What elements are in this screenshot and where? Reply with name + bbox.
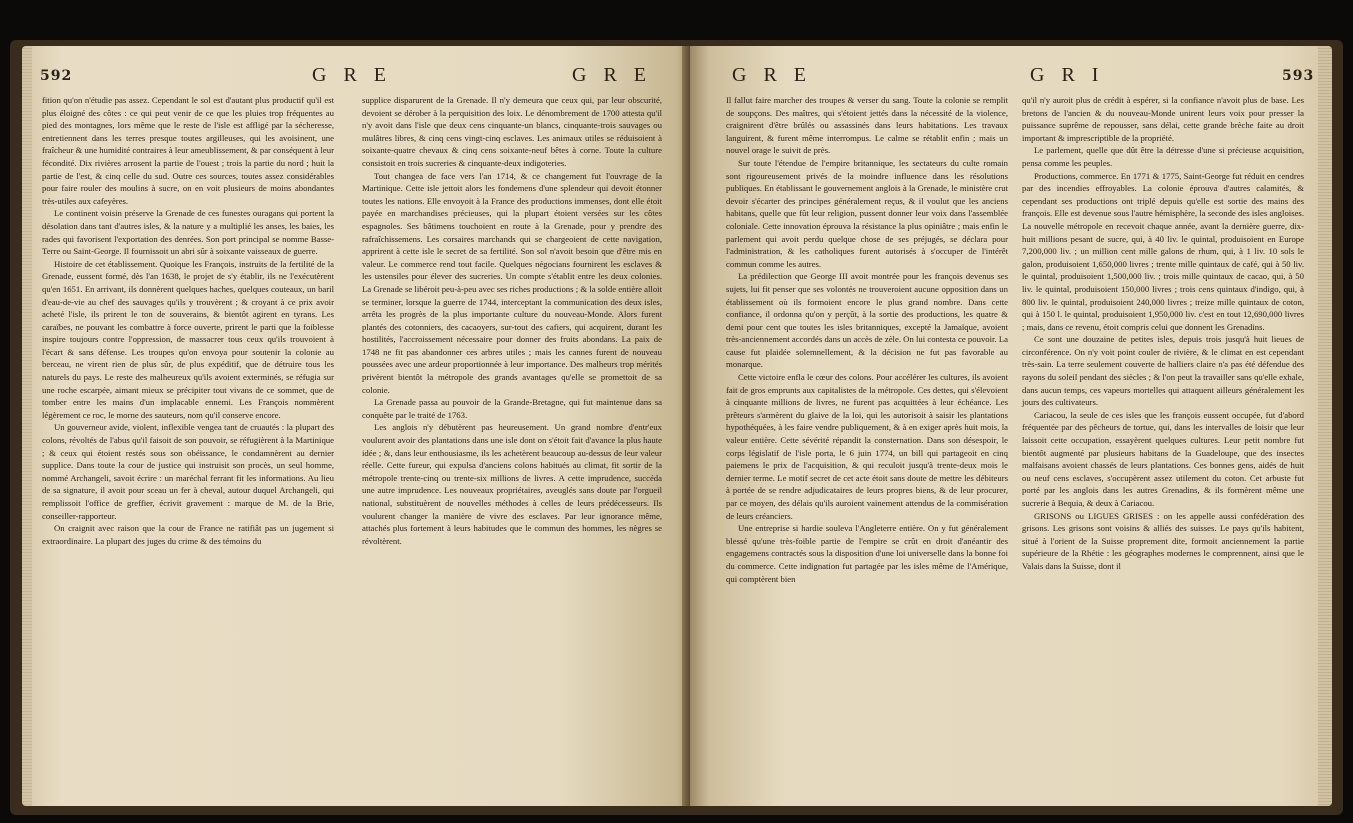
paragraph: Le parlement, quelle que dût être la détresse d'une si précieuse acquisition, pensa comme les peuples. xyxy=(1022,145,1304,168)
paragraph: supplice disparurent de la Grenade. Il n'y demeura que ceux qui, par leur obscurité, devoient se dérober à la perquisition des loix. Le dénombrement de 1700 attesta qu'il n'y avoit dans l'isle que deux cens cinquante-un blancs, cinquante-trois sauvages ou mulâtres libres, & cinq cens vingt-cinq esclaves. Les animaux utiles se réduisoient à soixante-quatre chevaux & cinq cens soixante-neuf bêtes à corne. Toute la culture consistoit en trois sucreries & cinquante-deux indigoteries. xyxy=(362,95,662,168)
text-column-1 xyxy=(726,94,1008,585)
paragraph: qu'il n'y auroit plus de crédit à espérer, si la confiance n'avoit plus de base. Les bretons de l'ancien & du nouveau-Monde unirent leurs voix pour presser la puissance suprême de repousser, sans délai, cette grande brèche faite au droit important & imprescriptible de la propriété. xyxy=(1022,95,1304,143)
running-head: G R E xyxy=(572,64,652,86)
paragraph: Sur toute l'étendue de l'empire britannique, les sectateurs du culte romain sont rigoureusement privés de la moindre influence dans les résolutions publiques. En établissant le gouvernement anglois à la Grenade, le ministère crut devoir s'écarter des principes généralement reçus, & il voulut que les anciens habitans, quelle que fût leur religion, pussent donner leur voix dans l'assemblée coloniale. Cette innovation éprouva la résistance la plus opiniâtre ; mais enfin le parlement qui avoit perdu quelque chose de ses préjugés, se déclara pour l'administration, & les catholiques furent autorisés à s'occuper de l'intérêt commun comme les autres. xyxy=(726,157,1008,269)
paragraph: Une entreprise si hardie souleva l'Angleterre entière. On y fut généralement blessé qu'une très-foible partie de l'empire se crût en droit d'anéantir des engagemens contractés sous la disposition d'une loi universelle dans la bonne foi du commerce. Cette indignation fut partagée par les isles même de l'Amérique, qui comptèrent bien xyxy=(726,523,1008,584)
left-page xyxy=(22,46,690,806)
paragraph: Histoire de cet établissement. Quoique les François, instruits de la fertilité de la Grenade, eussent formé, dès l'an 1638, le projet de s'y établir, ils ne l'exécutèrent qu'en 1651. En arrivant, ils donnèrent quelques haches, quelques couteaux, un baril d'eau-de-vie au chef des sauvages qu'ils y trouvèrent ; & croyant à ce prix avoir acheté l'isle, ils prirent le ton de souverains, & bientôt agirent en tyrans. Les caraïbes, ne pouvant les combattre à force ouverte, prirent le parti que la foiblesse inspire toujours contre l'oppression, de massacrer tous ceux qu'ils trouvoient à l'écart & sans défense. Les troupes qu'on envoya pour soutenir la colonie au berceau, ne virent rien de plus sûr, de plus expéditif, que de détruire tous les naturels du pays. Le reste des malheureux qu'ils avoient exterminés, se réfugia sur une roche escarpée, aimant mieux se précipiter tout vivans de ce sommet, que de tomber entre les mains d'un implacable ennemi. Les François nommèrent légèrement ce roc, le morne des sauteurs, nom qu'il conserve encore. xyxy=(42,258,334,420)
page-number: 593 xyxy=(1282,68,1315,84)
page-number: 592 xyxy=(40,68,73,84)
page-edge xyxy=(1318,46,1332,806)
paragraph: On craignit avec raison que la cour de France ne ratifiât pas un jugement si extraordinaire. La plupart des juges du crime & des témoins du xyxy=(42,523,334,546)
running-head: G R E xyxy=(732,64,812,86)
paragraph: La Grenade passa au pouvoir de la Grande-Bretagne, qui fut maintenue dans sa conquête par le traité de 1763. xyxy=(362,397,662,420)
right-page-header xyxy=(690,64,1332,90)
paragraph: Il fallut faire marcher des troupes & verser du sang. Toute la colonie se remplit de soupçons. Des maîtres, qui s'étoient jettés dans la nécessité de la violence, craignirent d'être brûlés ou assassinés dans leurs habitations. Les travaux languirent, & furent même interrompus. Le calme se rétablit enfin ; mais un nouvel orage le suivit de près. xyxy=(726,95,1008,156)
left-page-header xyxy=(22,64,690,90)
text-column-1 xyxy=(42,94,334,547)
paragraph: Productions, commerce. En 1771 & 1775, Saint-George fut réduit en cendres par des incendies effroyables. La colonie éprouva d'autres calamités, & cependant ses productions ont triplé depuis qu'elle est sortie des mains des françois. Elle est devenue sous l'autre hémisphère, la seconde des isles angloises. La nouvelle métropole en recevoit chaque année, avant la dernière guerre, dix-huit millions pesant de sucre, qui, à 40 liv. le quintal, produisoient en Europe 7,200,000 liv. ; un million cent mille galons de rhum, qui, à 1 liv. 10 sols le galon, produisoient 1,650,000 livres ; trente mille quintaux de café, qui à 50 liv. le quintal, produisoient 1,500,000 liv. ; trois mille quintaux de cacao, qui, à 50 liv. le quintal, produisoient 150,000 livres ; trois cens quintaux d'indigo, qui, à 800 liv. le quintal, produisoient 240,000 livres ; treize mille quintaux de coton, qui à 150 l. le quintal, produisoient 1,950,000 liv. c'est en tout 12,690,000 livres ; mais, dans ce revenu, étoit compris celui que donnent les Grenadins. xyxy=(1022,170,1304,332)
paragraph: La prédilection que George III avoit montrée pour les françois devenus ses sujets, lui fit penser que ses volontés ne trouveroient aucune opposition dans un établissement où ils formoient encore le plus grand nombre. Dans cette confiance, il ordonna qu'on y perçût, à la sortie des productions, les quatre & demi pour cent que toutes les isles britanniques, excepté la Jamaïque, avoient très-anciennement accordés dans un accès de zèle. On lui contesta ce pouvoir. La cause fut plaidée solemnellement, & la décision ne fut pas favorable au monarque. xyxy=(726,271,1008,370)
paragraph: fition qu'on n'étudie pas assez. Cependant le sol est d'autant plus productif qu'il est plus éloigné des côtes : ce qui peut venir de ce que les pluies trop fréquentes au pied des montagnes, lors même que le reste de l'isle est affligé par la sécheresse, entretiennent dans les terres presque toutes argilleuses, qui les avoisinent, une fraîcheur & une humidité contraires à leur ameublissement, & par conséquent à leur fécondité. Dix rivières arrosent la partie de l'ouest ; trois la partie du nord ; huit la partie de l'est, & cinq celle du sud. Outre ces sources, toutes assez considérables pour faire rouler des moulins à sucre, on en voit plusieurs de moins abondantes très-utiles aux cafeyères. xyxy=(42,95,334,206)
page-edge xyxy=(22,46,32,806)
paragraph: GRISONS ou LIGUES GRISES : on les appelle aussi confédération des grisons. Les grisons sont voisins & alliés des suisses. Le pays qu'ils habitent, situé à l'orient de la Suisse proprement dite, formoit anciennement la partie supérieure de la Rhétie : les géographes modernes le comprennent, ainsi que le Valais dans la Suisse, dont il xyxy=(1022,510,1304,571)
running-head: G R E xyxy=(312,64,392,86)
paragraph: Ce sont une douzaine de petites isles, depuis trois jusqu'à huit lieues de circonférence. On n'y voit point couler de rivière, & le climat en est cependant très-sain. La terre seulement couverte de halliers claire n'a pas été défendue des rayons du soleil pendant des siècles ; & l'on peut la travailler sans qu'elle exhale, dans aucun temps, ces vapeurs mortelles qui attaquent ailleurs généralement les jours des cultivateurs. xyxy=(1022,334,1304,408)
text-column-2 xyxy=(1022,94,1304,573)
running-head: G R I xyxy=(1030,64,1105,86)
paragraph: Cariacou, la seule de ces isles que les françois eussent occupée, fut d'abord fréquentée par des pêcheurs de tortue, qui, dans les intervalles de loisir que leur laissoit cette occupation, essayèrent quelques cultures. Leur petit nombre fut bientôt augmenté par plusieurs habitans de la Guadeloupe, que des insectes malfaisans avoient chassés de leurs plantations. Ces bonnes gens, aidés de huit ou neuf cens esclaves, s'occupèrent assez utilement du coton. Cet arbuste fut porté par les anglois dans les autres Grenadins, & ils formèrent même une sucrerie à Bequia, & deux à Cariacou. xyxy=(1022,409,1304,508)
paragraph: Les anglois n'y débutèrent pas heureusement. Un grand nombre d'entr'eux voulurent avoir des plantations dans une isle dont on s'étoit fait d'avance la plus haute idée ; &, dans leur enthousiasme, ils les achetèrent beaucoup au-dessus de leur valeur réelle. Cette fureur, qui expulsa d'anciens colons habitués au climat, fit sortir de la métropole trente-cinq ou trente-six millions de livres. A cette imprudence, succéda une autre imprudence. Les nouveaux propriétaires, aveuglés sans doute par l'orgueil national, substituèrent de nouvelles méthodes à celles de leurs prédécesseurs. Ils voulurent changer la manière de vivre des esclaves. Par leur ignorance même, attachés plus fortement à leurs habitudes que le commun des hommes, les nègres se révoltèrent. xyxy=(362,422,662,546)
paragraph: Un gouverneur avide, violent, inflexible vengea tant de cruautés : la plupart des colons, révoltés de l'abus qu'il faisoit de son pouvoir, se réfugièrent à la Martinique ; & ceux qui étoient restés sous son obéissance, le condamnèrent au dernier supplice. Dans toute la cour de justice qui instruisit son procès, un seul homme, nommé Archangeli, savoit écrire : un maréchal ferrant fit les informations. Au lieu de sa signature, il avoit pour sceau un fer à cheval, autour duquel Archangeli, qui remplissoit l'office de greffier, écrivit gravement : marque de M. de la Brie, conseiller-rapporteur. xyxy=(42,422,334,521)
paragraph: Tout changea de face vers l'an 1714, & ce changement fut l'ouvrage de la Martinique. Cette isle jettoit alors les fondemens d'une splendeur qui devoit étonner toutes les nations. Elle envoyoit à la France des productions immenses, dont elle étoit payée en marchandises précieuses, qui la plupart étoient versées sur les côtes espagnoles. Ses bâtimens touchoient en route à la Grenade, pour y prendre des rafraîchissemens. Les corsaires marchands qui se chargeoient de cette navigation, apprirent à cette isle le secret de sa fertilité. Son sol n'avoit besoin que d'être mis en valeur. Le commerce rend tout facile. Quelques négocians fournirent les esclaves & les ustensiles pour élever des sucreries. Un compte s'établit entre les deux colonies. La Grenade se libéroit peu-à-peu avec ses riches productions ; & la solde entière alloit se terminer, lorsque la guerre de 1744, interceptant la communication des deux isles, arrêta les progrès de la plus importante culture du nouveau-Monde. Alors furent plantés des cotonniers, des cacaoyers, sur-tout des cafiers, qui acquirent, durant les hostilités, l'accroissement nécessaire pour donner des fruits abondans. La paix de 1748 ne fit pas abandonner ces arbres utiles ; mais les cannes furent de nouveau poussées avec une ardeur proportionnée à leur importance. Des malheurs trop mérités privèrent bientôt la métropole des grands avantages qu'elle se promettoit de sa colonie. xyxy=(362,170,662,395)
text-column-2 xyxy=(362,94,662,547)
right-page xyxy=(690,46,1332,806)
paragraph: Cette victoire enfla le cœur des colons. Pour accélérer les cultures, ils avoient fait de gros emprunts aux capitalistes de la métropole. Ces dettes, qui s'élevoient à cinquante millions de livres, ne furent pas acquittées à leur échéance. Les prêteurs s'armèrent du glaive de la loi, qui les autorisoit à saisir les plantations hypothéquées, à les faire vendre publiquement, & à en exiger après huit mois, la valeur entière. Cette sévérité répandit la consternation. Dans son désespoir, le corps législatif de l'isle porta, le 6 juin 1774, un bill qui partageoit en cinq paiemens le prix de l'acquisition, & qui reculoit jusqu'à trente-deux mois le dernier terme. Le motif secret de cet acte étoit sans doute de mettre les débiteurs à portée de se rendre adjudicataires de leurs propres biens, & de leur procurer, par ce moyen, des délais qu'ils auroient vainement attendus de la commisération de leurs créanciers. xyxy=(726,372,1008,521)
paragraph: Le continent voisin préserve la Grenade de ces funestes ouragans qui portent la désolation dans tant d'autres isles, & la nature y a multiplié les anses, les baies, les rades qui favorisent l'exportation des denrées. Son port principal se nomme Basse-Terre ou Saint-George. Il fournissoit un abri sûr à soixante vaisseaux de guerre. xyxy=(42,208,334,257)
